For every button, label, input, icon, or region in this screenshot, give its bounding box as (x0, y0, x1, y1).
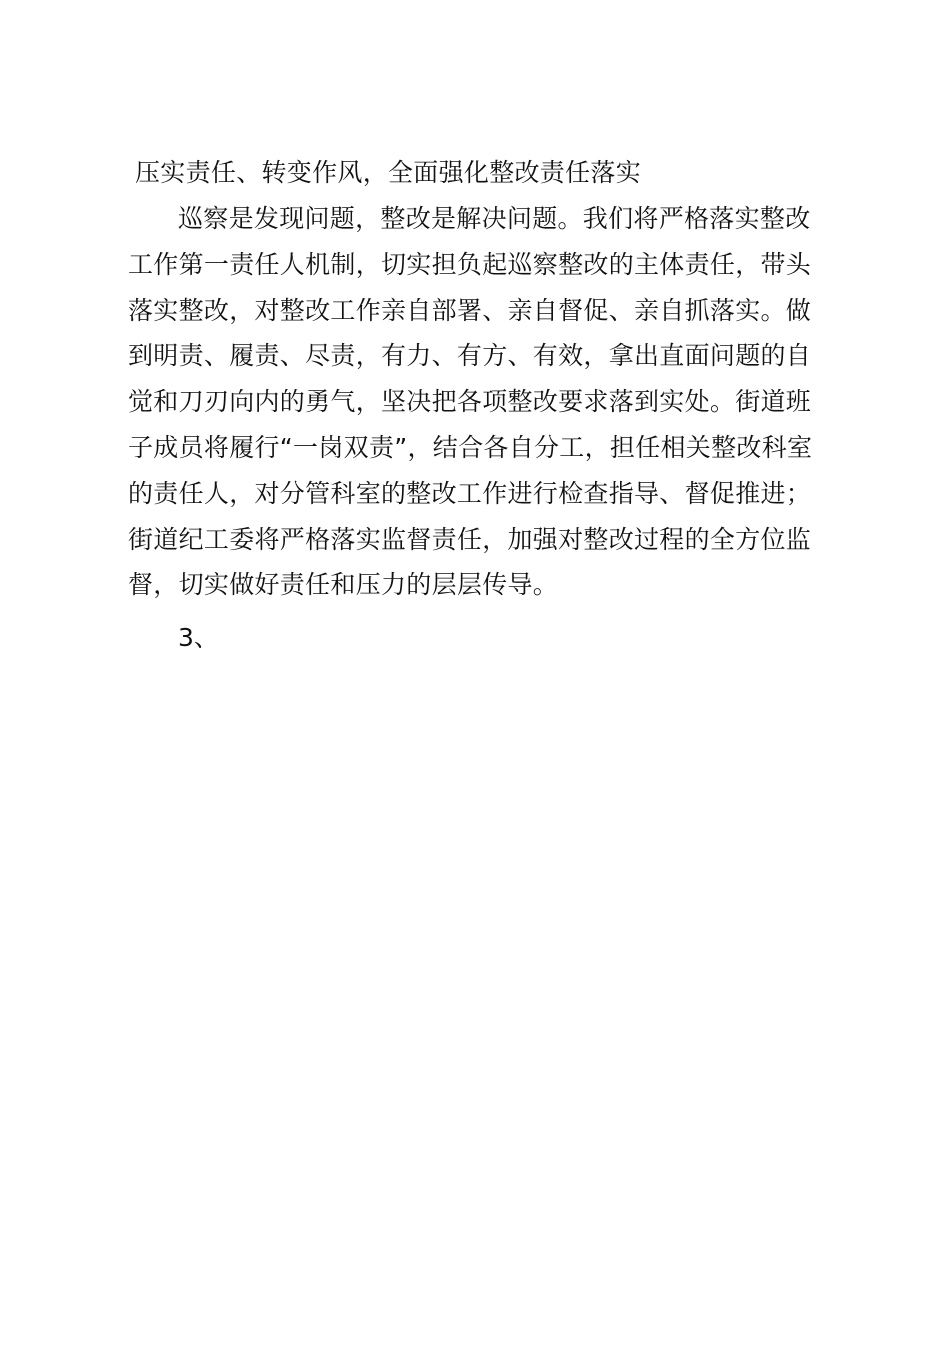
paragraph-line: 的责任人，对分管科室的整改工作进行检查指导、督促推进； (128, 478, 812, 508)
paragraph-line: 督，切实做好责任和压力的层层传导。 (128, 570, 559, 600)
paragraph-line: 巡察是发现问题，整改是解决问题。我们将严格落实整改 (178, 204, 811, 233)
paragraph-line: 街道纪工委将严格落实监督责任，加强对整改过程的全方位监 (128, 524, 812, 554)
paragraph-line: 落实整改，对整改工作亲自部署、亲自督促、亲自抓落实。做 (128, 295, 812, 325)
paragraph-line: 子成员将履行“一岗双责”，结合各自分工，担任相关整改科室 (128, 432, 813, 462)
section-paragraph (128, 196, 828, 608)
next-item-number: 3、 (178, 623, 219, 652)
paragraph-line: 觉和刀刃向内的勇气，坚决把各项整改要求落到实处。街道班 (128, 387, 812, 417)
paragraph-line: 工作第一责任人机制，切实担负起巡察整改的主体责任，带头 (128, 249, 812, 279)
section-heading: 压实责任、转变作风，全面强化整改责任落实 (135, 158, 642, 187)
paragraph-line: 到明责、履责、尽责，有力、有方、有效，拿出直面问题的自 (128, 341, 812, 371)
